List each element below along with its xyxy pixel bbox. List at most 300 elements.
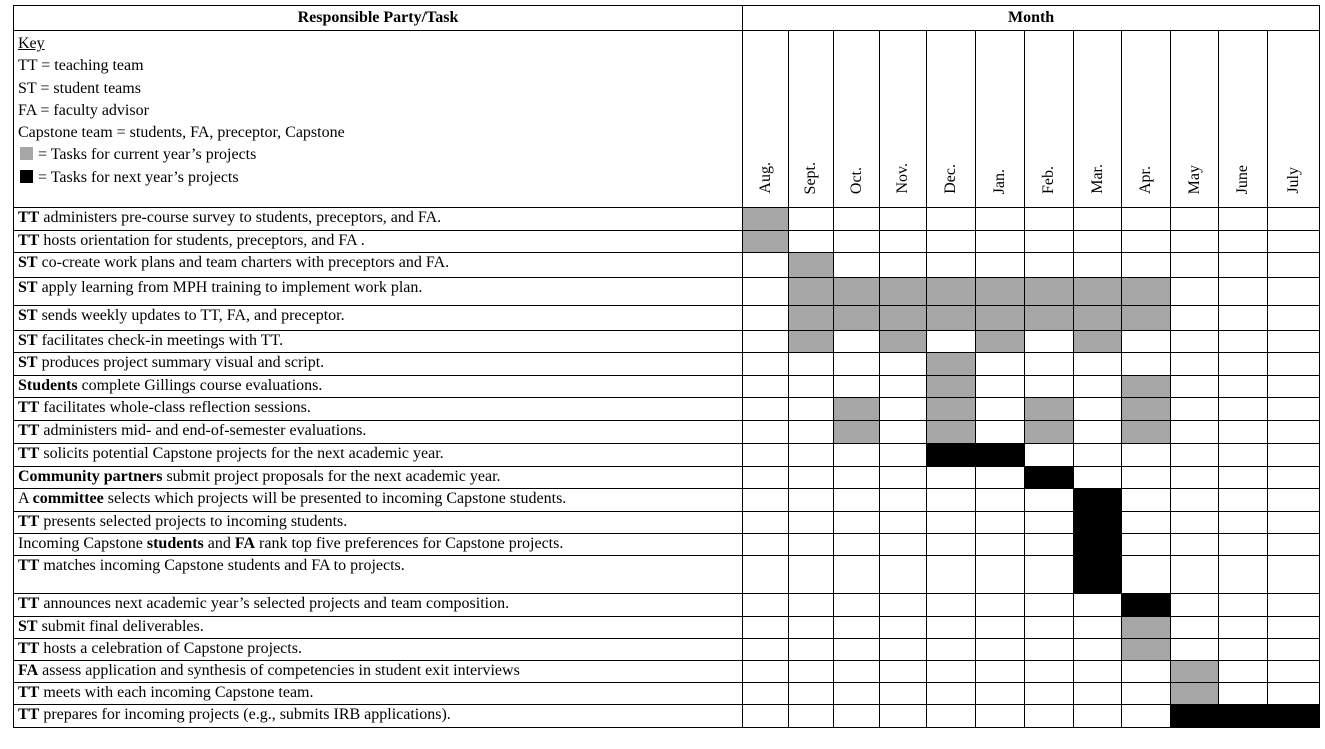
gantt-cell-current bbox=[1074, 331, 1122, 353]
gantt-cell-next bbox=[1074, 556, 1122, 594]
gantt-cell-empty bbox=[1074, 594, 1122, 617]
task-label-text: produces project summary visual and script. bbox=[37, 354, 325, 371]
task-row bbox=[14, 306, 1320, 331]
gantt-cell-empty bbox=[743, 253, 789, 278]
task-label-text: facilitates whole-class reflection sessions. bbox=[39, 399, 311, 416]
gantt-cell-empty bbox=[1268, 534, 1320, 556]
gantt-cell-empty bbox=[976, 639, 1025, 661]
month-label: Mar. bbox=[1088, 164, 1106, 194]
gantt-cell-empty bbox=[743, 512, 789, 534]
gantt-cell-empty bbox=[1219, 661, 1268, 683]
gantt-cell-empty bbox=[1025, 661, 1074, 683]
task-label-bold: FA bbox=[18, 662, 39, 679]
key-line: ST = student teams bbox=[18, 79, 141, 97]
task-label bbox=[14, 353, 743, 376]
gantt-cell-empty bbox=[1074, 617, 1122, 639]
task-label bbox=[14, 556, 743, 594]
task-row bbox=[14, 512, 1320, 534]
task-row bbox=[14, 444, 1320, 467]
gantt-cell-empty bbox=[1074, 376, 1122, 398]
task-column-header: Responsible Party/Task bbox=[14, 6, 743, 31]
month-label: May bbox=[1185, 164, 1203, 194]
task-label-text: submit project proposals for the next academic year. bbox=[162, 468, 501, 485]
gantt-cell-empty bbox=[1025, 639, 1074, 661]
gantt-cell-empty bbox=[1219, 278, 1268, 306]
gantt-cell-empty bbox=[1268, 683, 1320, 705]
gantt-cell-current bbox=[976, 306, 1025, 331]
month-header bbox=[743, 31, 789, 208]
gantt-cell-empty bbox=[976, 683, 1025, 705]
gantt-cell-empty bbox=[743, 534, 789, 556]
task-label-bold: TT bbox=[18, 595, 40, 612]
month-header bbox=[834, 31, 880, 208]
gantt-cell-empty bbox=[1219, 208, 1268, 231]
gantt-cell-empty bbox=[927, 489, 976, 512]
month-label: Sept. bbox=[802, 161, 819, 194]
gantt-cell-current bbox=[1122, 617, 1171, 639]
task-label bbox=[14, 512, 743, 534]
task-row bbox=[14, 278, 1320, 306]
gantt-cell-empty bbox=[1219, 556, 1268, 594]
task-label-bold: TT bbox=[18, 209, 40, 226]
gantt-cell-empty bbox=[1171, 278, 1219, 306]
gantt-cell-empty bbox=[1171, 306, 1219, 331]
gantt-cell-next bbox=[1171, 705, 1219, 728]
gantt-cell-current bbox=[743, 208, 789, 231]
gantt-cell-empty bbox=[880, 512, 927, 534]
gantt-cell-current bbox=[1122, 398, 1171, 421]
gantt-cell-empty bbox=[743, 683, 789, 705]
gantt-cell-next bbox=[1074, 534, 1122, 556]
gantt-cell-empty bbox=[743, 705, 789, 728]
task-label-bold: ST bbox=[18, 332, 38, 349]
legend-swatch-gray bbox=[20, 147, 33, 160]
gantt-cell-empty bbox=[1074, 253, 1122, 278]
task-label-text: solicits potential Capstone projects for the next academic year. bbox=[39, 445, 444, 462]
gantt-cell-empty bbox=[834, 208, 880, 231]
gantt-cell-empty bbox=[1219, 467, 1268, 489]
gantt-cell-current bbox=[927, 421, 976, 444]
gantt-cell-empty bbox=[1171, 208, 1219, 231]
gantt-cell-empty bbox=[1268, 306, 1320, 331]
gantt-cell-current bbox=[1025, 278, 1074, 306]
gantt-cell-empty bbox=[880, 253, 927, 278]
gantt-cell-empty bbox=[1122, 512, 1171, 534]
gantt-cell-empty bbox=[1219, 253, 1268, 278]
gantt-cell-empty bbox=[880, 617, 927, 639]
gantt-cell-empty bbox=[1219, 331, 1268, 353]
task-row bbox=[14, 661, 1320, 683]
legend-item-next bbox=[18, 167, 742, 189]
gantt-cell-current bbox=[1171, 683, 1219, 705]
gantt-cell-current bbox=[976, 278, 1025, 306]
gantt-cell-empty bbox=[927, 253, 976, 278]
gantt-cell-empty bbox=[1171, 639, 1219, 661]
gantt-cell-empty bbox=[834, 512, 880, 534]
gantt-cell-empty bbox=[976, 705, 1025, 728]
gantt-cell-current bbox=[1122, 421, 1171, 444]
gantt-cell-empty bbox=[1025, 617, 1074, 639]
gantt-cell-empty bbox=[880, 639, 927, 661]
gantt-cell-empty bbox=[1268, 278, 1320, 306]
gantt-cell-current bbox=[1074, 306, 1122, 331]
gantt-cell-current bbox=[927, 306, 976, 331]
gantt-cell-empty bbox=[743, 489, 789, 512]
gantt-cell-empty bbox=[1219, 444, 1268, 467]
gantt-cell-empty bbox=[1268, 617, 1320, 639]
gantt-cell-empty bbox=[789, 398, 834, 421]
gantt-cell-next bbox=[1122, 594, 1171, 617]
gantt-cell-empty bbox=[743, 444, 789, 467]
gantt-cell-empty bbox=[976, 376, 1025, 398]
task-label bbox=[14, 306, 743, 331]
task-label-text: Incoming Capstone bbox=[18, 535, 147, 552]
gantt-cell-empty bbox=[1219, 617, 1268, 639]
task-label bbox=[14, 278, 743, 306]
gantt-cell-empty bbox=[789, 705, 834, 728]
task-label-text: sends weekly updates to TT, FA, and preceptor. bbox=[37, 307, 345, 324]
task-row bbox=[14, 253, 1320, 278]
month-header bbox=[1025, 31, 1074, 208]
task-row bbox=[14, 353, 1320, 376]
gantt-cell-empty bbox=[927, 208, 976, 231]
task-label-text: selects which projects will be presented to incoming Capstone students. bbox=[103, 490, 567, 507]
gantt-cell-empty bbox=[834, 467, 880, 489]
task-label bbox=[14, 639, 743, 661]
gantt-cell-empty bbox=[1268, 594, 1320, 617]
gantt-cell-empty bbox=[1122, 444, 1171, 467]
gantt-cell-current bbox=[880, 331, 927, 353]
gantt-cell-empty bbox=[834, 534, 880, 556]
header-row bbox=[14, 6, 1320, 31]
gantt-cell-empty bbox=[834, 639, 880, 661]
task-label-bold: Community partners bbox=[18, 468, 163, 485]
key-title: Key bbox=[18, 35, 45, 52]
gantt-cell-empty bbox=[834, 489, 880, 512]
gantt-cell-empty bbox=[1122, 534, 1171, 556]
gantt-cell-empty bbox=[743, 306, 789, 331]
gantt-cell-empty bbox=[1171, 398, 1219, 421]
gantt-cell-empty bbox=[789, 208, 834, 231]
task-label-text: rank top five preferences for Capstone projects. bbox=[255, 535, 564, 552]
task-row bbox=[14, 705, 1320, 728]
gantt-cell-empty bbox=[789, 353, 834, 376]
gantt-cell-empty bbox=[743, 617, 789, 639]
gantt-cell-empty bbox=[1268, 353, 1320, 376]
task-label-bold: FA bbox=[234, 535, 256, 552]
month-label: Feb. bbox=[1040, 166, 1057, 194]
task-row bbox=[14, 489, 1320, 512]
gantt-cell-empty bbox=[1074, 398, 1122, 421]
legend-item-current bbox=[18, 144, 742, 166]
gantt-cell-empty bbox=[1074, 661, 1122, 683]
gantt-cell-empty bbox=[976, 421, 1025, 444]
gantt-cell-empty bbox=[1122, 208, 1171, 231]
gantt-cell-current bbox=[1025, 306, 1074, 331]
gantt-cell-empty bbox=[976, 253, 1025, 278]
gantt-cell-empty bbox=[1122, 467, 1171, 489]
gantt-cell-empty bbox=[927, 467, 976, 489]
gantt-cell-current bbox=[927, 398, 976, 421]
gantt-cell-empty bbox=[976, 512, 1025, 534]
gantt-cell-empty bbox=[1219, 421, 1268, 444]
gantt-cell-empty bbox=[880, 208, 927, 231]
task-label-bold: TT bbox=[18, 557, 40, 574]
task-label bbox=[14, 231, 743, 253]
gantt-cell-empty bbox=[1219, 398, 1268, 421]
gantt-cell-empty bbox=[1268, 512, 1320, 534]
task-label bbox=[14, 398, 743, 421]
task-row bbox=[14, 331, 1320, 353]
month-column-header: Month bbox=[743, 6, 1320, 31]
gantt-cell-empty bbox=[834, 253, 880, 278]
month-label: July bbox=[1284, 167, 1302, 194]
gantt-cell-empty bbox=[789, 231, 834, 253]
gantt-cell-empty bbox=[880, 398, 927, 421]
gantt-cell-empty bbox=[1268, 208, 1320, 231]
task-label-text: facilitates check-in meetings with TT. bbox=[37, 332, 284, 349]
month-header bbox=[927, 31, 976, 208]
gantt-cell-empty bbox=[1171, 512, 1219, 534]
gantt-cell-current bbox=[927, 353, 976, 376]
gantt-cell-empty bbox=[976, 467, 1025, 489]
gantt-cell-empty bbox=[1025, 231, 1074, 253]
gantt-cell-empty bbox=[880, 661, 927, 683]
gantt-cell-empty bbox=[743, 594, 789, 617]
gantt-cell-empty bbox=[1171, 353, 1219, 376]
gantt-cell-empty bbox=[1171, 534, 1219, 556]
gantt-cell-empty bbox=[789, 534, 834, 556]
task-label-text: complete Gillings course evaluations. bbox=[77, 377, 323, 394]
gantt-cell-empty bbox=[880, 467, 927, 489]
task-label bbox=[14, 683, 743, 705]
gantt-cell-empty bbox=[976, 398, 1025, 421]
gantt-cell-current bbox=[927, 278, 976, 306]
gantt-cell-empty bbox=[1171, 594, 1219, 617]
gantt-cell-empty bbox=[743, 353, 789, 376]
gantt-cell-empty bbox=[1268, 556, 1320, 594]
task-row bbox=[14, 683, 1320, 705]
task-label-bold: ST bbox=[18, 279, 38, 296]
gantt-cell-empty bbox=[1171, 489, 1219, 512]
task-label-bold: TT bbox=[18, 422, 40, 439]
gantt-cell-empty bbox=[1268, 639, 1320, 661]
task-row bbox=[14, 556, 1320, 594]
gantt-cell-empty bbox=[1268, 398, 1320, 421]
gantt-cell-empty bbox=[927, 512, 976, 534]
task-label bbox=[14, 705, 743, 728]
gantt-cell-empty bbox=[1219, 231, 1268, 253]
task-label-bold: TT bbox=[18, 684, 40, 701]
key-cell bbox=[14, 31, 743, 208]
task-label-text: administers mid- and end-of-semester evaluations. bbox=[39, 422, 367, 439]
task-label bbox=[14, 253, 743, 278]
gantt-cell-current bbox=[789, 253, 834, 278]
gantt-cell-next bbox=[1074, 489, 1122, 512]
task-label-text: assess application and synthesis of competencies in student exit interviews bbox=[38, 662, 520, 679]
task-label-text: hosts a celebration of Capstone projects. bbox=[39, 640, 302, 657]
gantt-cell-current bbox=[789, 331, 834, 353]
gantt-cell-empty bbox=[834, 594, 880, 617]
task-label-bold: TT bbox=[18, 513, 40, 530]
gantt-cell-empty bbox=[880, 376, 927, 398]
gantt-cell-empty bbox=[834, 376, 880, 398]
gantt-cell-empty bbox=[1171, 253, 1219, 278]
month-header bbox=[976, 31, 1025, 208]
gantt-cell-empty bbox=[1171, 421, 1219, 444]
gantt-cell-empty bbox=[1219, 353, 1268, 376]
gantt-cell-empty bbox=[1122, 253, 1171, 278]
gantt-cell-empty bbox=[880, 556, 927, 594]
gantt-cell-empty bbox=[1171, 556, 1219, 594]
task-label bbox=[14, 594, 743, 617]
gantt-cell-empty bbox=[1025, 331, 1074, 353]
gantt-cell-empty bbox=[1171, 444, 1219, 467]
gantt-cell-empty bbox=[976, 208, 1025, 231]
gantt-cell-empty bbox=[927, 661, 976, 683]
gantt-cell-empty bbox=[743, 331, 789, 353]
gantt-cell-current bbox=[834, 306, 880, 331]
task-label-text: prepares for incoming projects (e.g., submits IRB applications). bbox=[39, 706, 451, 723]
key-line: Capstone team = students, FA, preceptor, Capstone bbox=[18, 124, 345, 142]
gantt-cell-empty bbox=[1268, 489, 1320, 512]
task-label bbox=[14, 444, 743, 467]
task-label-text: A bbox=[18, 490, 33, 507]
gantt-cell-empty bbox=[743, 467, 789, 489]
gantt-cell-empty bbox=[1074, 208, 1122, 231]
task-label-bold: TT bbox=[18, 640, 40, 657]
task-label bbox=[14, 331, 743, 353]
task-label-bold: TT bbox=[18, 445, 40, 462]
gantt-cell-empty bbox=[743, 556, 789, 594]
month-header bbox=[1219, 31, 1268, 208]
gantt-cell-empty bbox=[1171, 467, 1219, 489]
task-label-text: announces next academic year’s selected projects and team composition. bbox=[39, 595, 510, 612]
gantt-cell-empty bbox=[880, 534, 927, 556]
gantt-cell-empty bbox=[834, 617, 880, 639]
gantt-cell-empty bbox=[1074, 683, 1122, 705]
task-label-bold: ST bbox=[18, 307, 38, 324]
gantt-cell-empty bbox=[1268, 253, 1320, 278]
gantt-cell-empty bbox=[743, 376, 789, 398]
task-row bbox=[14, 617, 1320, 639]
key-line: FA = faculty advisor bbox=[18, 101, 149, 119]
gantt-cell-empty bbox=[834, 444, 880, 467]
gantt-cell-empty bbox=[880, 705, 927, 728]
task-label bbox=[14, 534, 743, 556]
gantt-cell-empty bbox=[789, 444, 834, 467]
gantt-cell-empty bbox=[1025, 556, 1074, 594]
gantt-cell-empty bbox=[1219, 639, 1268, 661]
gantt-cell-empty bbox=[1025, 353, 1074, 376]
gantt-cell-empty bbox=[1268, 467, 1320, 489]
gantt-cell-empty bbox=[927, 231, 976, 253]
gantt-cell-empty bbox=[1171, 331, 1219, 353]
gantt-cell-empty bbox=[927, 331, 976, 353]
gantt-cell-empty bbox=[927, 556, 976, 594]
gantt-cell-empty bbox=[1025, 253, 1074, 278]
gantt-cell-empty bbox=[1268, 331, 1320, 353]
task-label-text: administers pre-course survey to students, preceptors, and FA. bbox=[39, 209, 442, 226]
gantt-cell-empty bbox=[789, 639, 834, 661]
gantt-cell-next bbox=[1074, 512, 1122, 534]
gantt-cell-next bbox=[976, 444, 1025, 467]
task-row bbox=[14, 398, 1320, 421]
task-label-text: hosts orientation for students, preceptors, and FA . bbox=[39, 232, 365, 249]
gantt-cell-current bbox=[1074, 278, 1122, 306]
gantt-cell-next bbox=[1268, 705, 1320, 728]
gantt-cell-empty bbox=[1219, 534, 1268, 556]
gantt-cell-empty bbox=[1074, 353, 1122, 376]
gantt-cell-current bbox=[1025, 421, 1074, 444]
gantt-cell-empty bbox=[1122, 661, 1171, 683]
task-row bbox=[14, 231, 1320, 253]
task-label bbox=[14, 489, 743, 512]
gantt-cell-empty bbox=[789, 512, 834, 534]
gantt-cell-empty bbox=[1268, 444, 1320, 467]
gantt-cell-empty bbox=[743, 398, 789, 421]
gantt-cell-empty bbox=[1268, 661, 1320, 683]
gantt-cell-empty bbox=[1171, 231, 1219, 253]
gantt-cell-empty bbox=[927, 617, 976, 639]
month-label: June bbox=[1234, 164, 1251, 194]
gantt-cell-empty bbox=[834, 683, 880, 705]
gantt-cell-empty bbox=[1025, 444, 1074, 467]
gantt-cell-current bbox=[927, 376, 976, 398]
task-label-text: apply learning from MPH training to implement work plan. bbox=[37, 279, 423, 296]
gantt-cell-empty bbox=[743, 421, 789, 444]
gantt-cell-empty bbox=[1122, 331, 1171, 353]
gantt-cell-empty bbox=[1219, 376, 1268, 398]
gantt-cell-empty bbox=[976, 617, 1025, 639]
gantt-cell-empty bbox=[1122, 231, 1171, 253]
gantt-cell-empty bbox=[789, 376, 834, 398]
gantt-cell-empty bbox=[1074, 467, 1122, 489]
month-label: Dec. bbox=[942, 164, 959, 194]
legend-label: = Tasks for next year’s projects bbox=[38, 168, 239, 186]
gantt-cell-empty bbox=[789, 556, 834, 594]
gantt-cell-empty bbox=[789, 489, 834, 512]
month-header bbox=[1268, 31, 1320, 208]
task-label-bold: committee bbox=[32, 490, 104, 507]
gantt-cell-empty bbox=[927, 639, 976, 661]
task-label-text: co-create work plans and team charters with preceptors and FA. bbox=[37, 254, 450, 271]
key-row bbox=[14, 31, 1320, 208]
gantt-cell-empty bbox=[880, 444, 927, 467]
gantt-cell-empty bbox=[1025, 208, 1074, 231]
task-label-bold: students bbox=[146, 535, 204, 552]
gantt-cell-empty bbox=[743, 661, 789, 683]
gantt-cell-current bbox=[880, 278, 927, 306]
gantt-cell-empty bbox=[976, 534, 1025, 556]
gantt-cell-current bbox=[976, 331, 1025, 353]
gantt-cell-empty bbox=[834, 231, 880, 253]
gantt-cell-empty bbox=[1025, 489, 1074, 512]
gantt-cell-empty bbox=[1122, 556, 1171, 594]
gantt-cell-empty bbox=[1074, 639, 1122, 661]
task-label-bold: ST bbox=[18, 618, 38, 635]
gantt-cell-empty bbox=[880, 489, 927, 512]
gantt-cell-empty bbox=[834, 353, 880, 376]
gantt-cell-empty bbox=[789, 594, 834, 617]
task-row bbox=[14, 467, 1320, 489]
gantt-cell-empty bbox=[1025, 705, 1074, 728]
task-label bbox=[14, 617, 743, 639]
gantt-cell-empty bbox=[834, 705, 880, 728]
gantt-body bbox=[14, 6, 1320, 728]
gantt-cell-empty bbox=[789, 467, 834, 489]
gantt-cell-empty bbox=[880, 353, 927, 376]
